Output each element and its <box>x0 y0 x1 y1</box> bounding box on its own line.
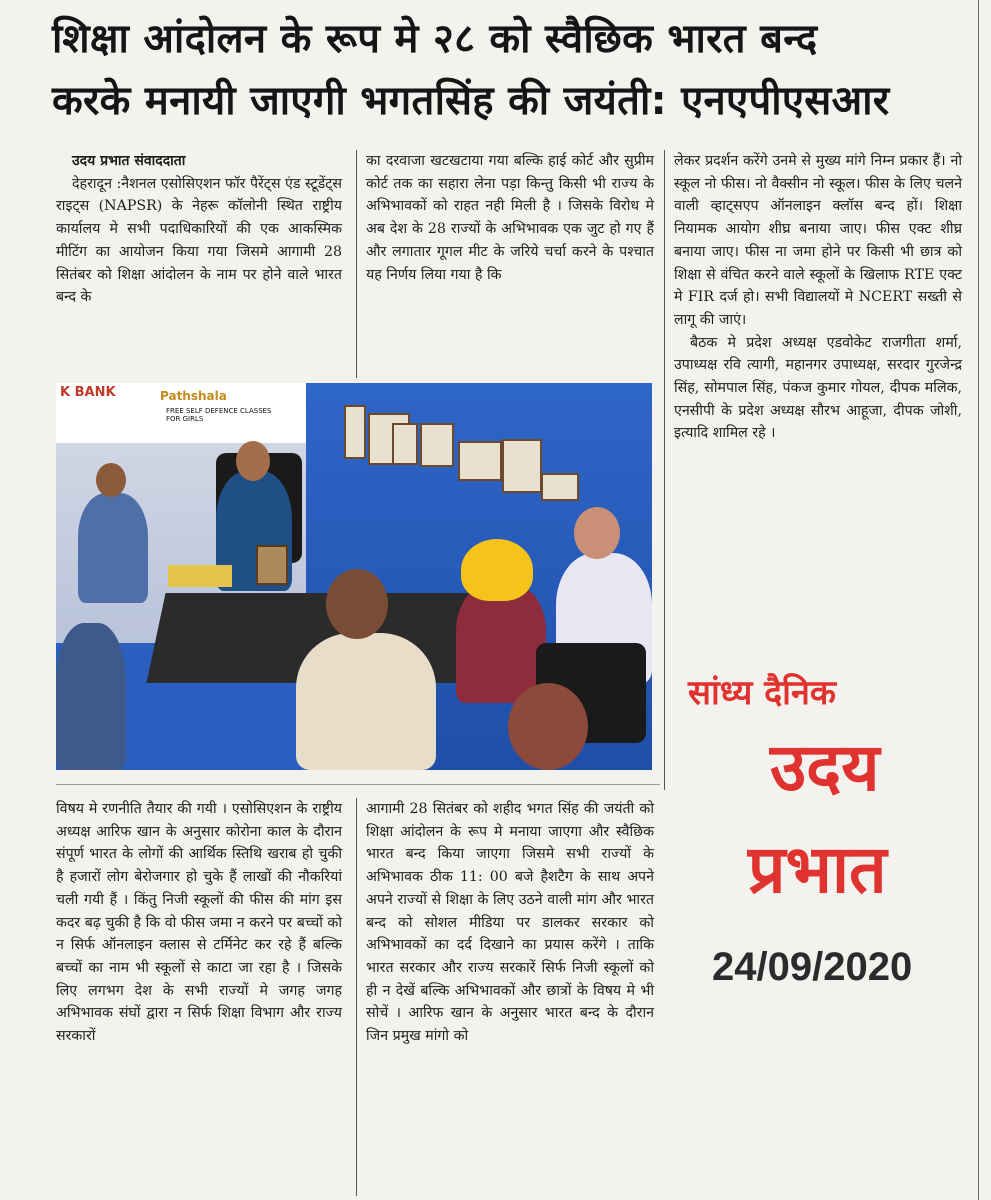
desk-frame <box>256 545 288 585</box>
headline-line-2: करके मनायी जाएगी भगतसिंह की जयंती: एनएपीएसआर <box>52 78 890 124</box>
paragraph-col2-top: का दरवाजा खटखटाया गया बल्कि हाई कोर्ट और सुप्रीम कोर्ट तक का सहारा लेना पड़ा किन्तु किसी भी राज्य के अभिभावकों को राहत नही मिली है । जिसके विरोध मे अब देश के 28 राज्यों के अभिभावक एक जुट हो गए हैं और लगातार गूगल मीट के जरिये चर्चा करने के पश्चात यह निर्णय लिया गया है कि <box>366 153 654 283</box>
photo-bottom-rule <box>56 784 660 785</box>
certificate-frame <box>458 441 502 481</box>
paragraph-col3-demands: लेकर प्रदर्शन करेंगे उनमे से मुख्य मांगे निम्न प्रकार हैं। नो स्कूल नो फीस। नो वैक्सीन नो स्कूल। फीस के लिए चलने वाली व्हाट्सएप ऑनलाइन क्लॉस बन्द हों। शिक्षा नियामक आयोग शीघ्र बनाया जाए। फीस एक्ट शीघ्र बनाया जाए। फीस ना जमा होने पर किसी भी छात्र को शिक्षा से वंचित करने वाले स्कूलों के खिलाफ RTE एक्ट मे FIR दर्ज हो। सभी विद्यालयों मे NCERT सख्ती से लागू की जाएं। <box>674 153 962 328</box>
folder <box>168 565 232 587</box>
headline <box>52 8 967 132</box>
paragraph-col3-attendees: बैठक मे प्रदेश अध्यक्ष एडवोकेट राजगीता शर्मा, उपाध्यक्ष रवि त्यागी, महानगर उपाध्यक्ष, सरदार गुरजेन्द्र सिंह, सोमपाल सिंह, पंकज कुमार गोयल, दीपक मलिक, एनसीपी के प्रदेश अध्यक्ष सौरभ आहूजा, दीपक जोशी, इत्यादि शामिल रहे । <box>674 334 962 442</box>
certificate-frame <box>502 439 542 493</box>
publication-date: 24/09/2020 <box>712 945 913 989</box>
paragraph-col1-bottom: विषय मे रणनीति तैयार की गयी । एसोसिएशन के राष्ट्रीय अध्यक्ष आरिफ खान के अनुसार कोरोना काल के दौरान संपूर्ण भारत के लोगों की आर्थिक स्तिथि खराब हो चुकी है हजारों लोग बेरोजगार हो चुके हैं लाखों की नौकरियां चली गयी हैं । किंतु निजी स्कूलों की फीस की मांग इस कदर बढ़ चुकी है कि वो फीस जमा न करने पर बच्चों को न सिर्फ ऑनलाइन क्लास से टर्मिनेट कर रहे हैं बल्कि बच्चों का नाम भी स्कूलों से काटा जा रहा है । जिसके लिए लगभग देश के सभी राज्यों मे जगह जगह अभिभावक संघों द्वारा न सिर्फ शिक्षा विभाग और राज्य सरकारों <box>56 801 342 1045</box>
turban <box>461 539 533 601</box>
column-divider <box>356 798 357 1196</box>
column-divider <box>356 150 357 378</box>
adjacent-column-edge <box>978 0 991 1200</box>
person-head <box>326 569 388 639</box>
article-column-2-bottom <box>366 798 654 1048</box>
person <box>56 623 126 770</box>
person-head <box>96 463 126 497</box>
newspaper-name-line-1: उदय <box>770 729 880 806</box>
person-head <box>508 683 588 770</box>
article-column-1-bottom <box>56 798 342 1048</box>
byline: उदय प्रभात संवाददाता <box>72 153 186 169</box>
article-column-2-top <box>366 150 654 286</box>
photo-banner-sub: FREE SELF DEFENCE CLASSES FOR GIRLS <box>166 407 272 423</box>
certificate-frame <box>420 423 454 467</box>
photo-banner-tag: Pathshala <box>160 389 227 403</box>
person <box>78 493 148 603</box>
photo-banner <box>56 383 306 443</box>
paragraph-col2-bottom: आगामी 28 सितंबर को शहीद भगत सिंह की जयंती को शिक्षा आंदोलन के रूप मे मनाया जाएगा और स्वैछिक भारत बन्द किया जाएगा जिसमे सभी राज्यों के अभिभावक ठीक 11: 00 बजे हैशटैग के साथ अपने अपने राज्यों से शिक्षा के लिए उठने वाली मांग और भारत बन्द को सोशल मीडिया पर डालकर सरकार को अभिभावकों का दर्द दिखाने का प्रयास करेंगे । ताकि भारत सरकार और राज्य सरकारें सिर्फ निजी स्कूलों को ही न देखें बल्कि अभिभावकों और छात्रों के विषय मे भी सोचें । आरिफ खान के अनुसार भारत बन्द के दौरान जिन प्रमुख मांगो को <box>366 801 654 1045</box>
article-column-1-top <box>56 150 342 309</box>
certificate-frame <box>392 423 418 465</box>
paragraph-col1-top: देहरादून :नैशनल एसोसिएशन फॉर पैरेंट्स एंड स्टूडेंट्स राइट्स (NAPSR) के नेहरू कॉलोनी स्थित राष्ट्रीय कार्यालय मे सभी पदाधिकारियों की एक आकस्मिक मीटिंग का आयोजन किया गया जिसमे आगामी 28 सितंबर को शिक्षा आंदोलन के नाम पर होने वाले भारत बन्द के <box>56 175 343 306</box>
person-head <box>236 441 270 481</box>
newspaper-name-line-2: प्रभात <box>748 831 887 908</box>
person <box>296 633 436 770</box>
photo-banner-text: K BANK <box>60 385 116 400</box>
newspaper-subtitle: सांध्य दैनिक <box>688 673 836 713</box>
person-head <box>574 507 620 559</box>
certificate-frame <box>541 473 579 501</box>
certificate-frame <box>344 405 366 459</box>
meeting-photo <box>56 383 652 770</box>
headline-line-1: शिक्षा आंदोलन के रूप मे २८ को स्वैछिक भारत बन्द <box>52 16 818 62</box>
column-divider <box>664 150 665 790</box>
article-column-3 <box>674 150 962 445</box>
